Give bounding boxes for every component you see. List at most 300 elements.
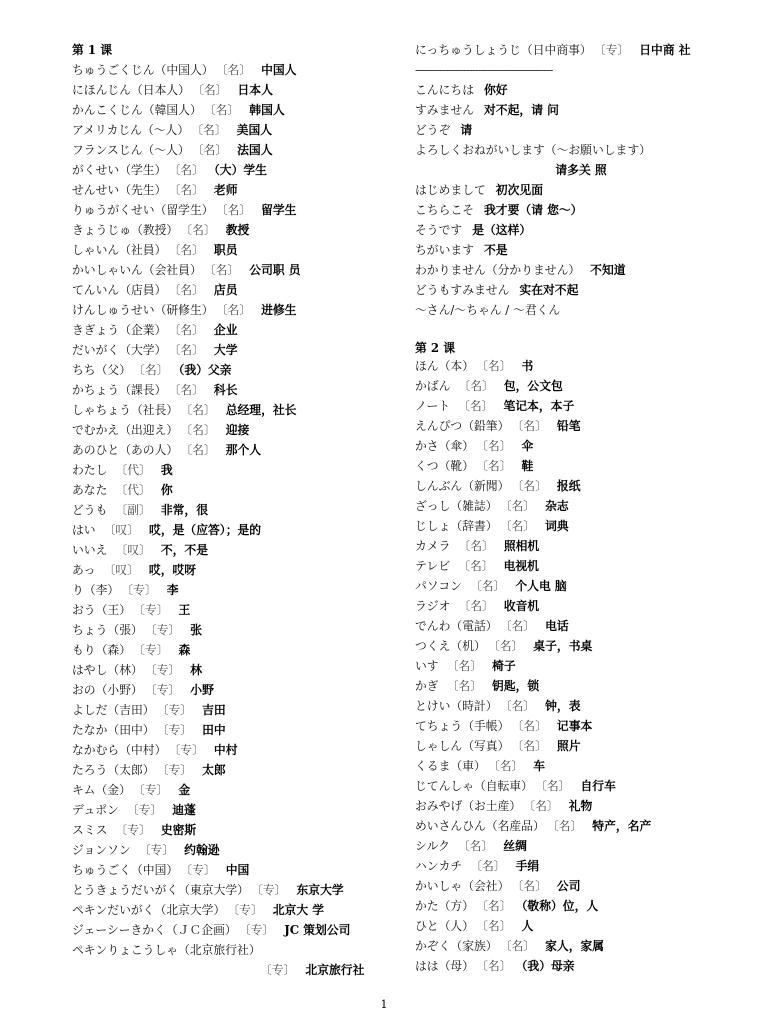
vocab-meaning: 哎，哎呀	[148, 563, 197, 577]
vocab-pos: 〔名〕	[221, 63, 252, 77]
vocab-reading: じしょ（辞書）	[415, 519, 498, 533]
vocab-meaning: 日本人	[237, 83, 273, 97]
vocab-entry	[72, 60, 397, 80]
vocab-meaning: 鞋	[521, 459, 534, 473]
vocab-pos: 〔名〕	[505, 519, 536, 533]
vocab-pos: 〔名〕	[470, 859, 506, 873]
vocab-reading: くるま（車）	[415, 759, 486, 773]
vocab-reading: いいえ	[72, 543, 108, 557]
vocab-pos: 〔名〕	[139, 363, 169, 377]
vocab-reading: せんせい（先生）	[72, 183, 167, 197]
vocab-reading: じてんしゃ（自転車）	[415, 779, 533, 793]
vocab-pos: 〔名〕	[517, 419, 547, 433]
vocab-pos: 〔名〕	[493, 639, 524, 653]
vocab-pos: 〔专〕	[138, 843, 175, 857]
vocab-reading: ほん（本）	[415, 359, 474, 373]
vocab-entry	[415, 836, 737, 856]
vocab-reading: かいしゃ（会社）	[415, 879, 510, 893]
vocab-meaning: 电话	[545, 619, 569, 633]
vocab-meaning: 不是	[484, 243, 508, 257]
vocab-reading: はやし（林）	[72, 663, 143, 677]
vocab-entry	[72, 560, 397, 580]
vocab-entry	[72, 940, 397, 960]
vocab-pos: 〔名〕	[458, 399, 494, 413]
vocab-meaning: 照相机	[503, 539, 540, 553]
vocab-entry	[72, 880, 397, 900]
vocab-pos: 〔专〕	[260, 963, 296, 977]
vocab-pos: 〔名〕	[174, 243, 204, 257]
vocab-pos: 〔名〕	[174, 163, 204, 177]
vocab-reading: かんこくじん（韓国人）	[72, 103, 202, 117]
vocab-meaning: 我才要（请 您～）	[484, 203, 583, 217]
vocab-entry	[72, 800, 397, 820]
vocab-entry	[72, 440, 397, 460]
vocab-pos: 〔名〕	[186, 403, 216, 417]
vocab-pos: 〔名〕	[517, 739, 547, 753]
vocab-reading: こちらこそ	[415, 203, 474, 217]
vocab-entry	[72, 740, 397, 760]
vocab-reading: がくせい（学生）	[72, 163, 167, 177]
vocab-entry	[72, 760, 397, 780]
vocab-entry	[72, 460, 397, 480]
vocab-pos: 〔名〕	[197, 143, 228, 157]
vocab-entry	[72, 280, 397, 300]
vocab-entry	[72, 540, 397, 560]
vocab-entry	[415, 636, 737, 656]
vocab-reading: り（李）	[72, 583, 120, 597]
vocab-reading: かぎ	[415, 679, 439, 693]
vocab-entry	[415, 120, 737, 140]
vocab-entry	[415, 280, 737, 300]
vocab-entry	[72, 360, 397, 380]
vocab-reading: パソコン	[415, 579, 462, 593]
vocab-reading: はい	[72, 523, 96, 537]
vocab-entry	[72, 320, 397, 340]
vocab-meaning: 不，不是	[160, 543, 209, 557]
vocab-pos: 〔名〕	[209, 103, 240, 117]
vocab-entry	[415, 696, 737, 716]
vocab-meaning: 照片	[556, 739, 581, 753]
vocab-meaning: 自行车	[580, 779, 616, 793]
vocab-entry	[72, 580, 397, 600]
vocab-meaning: 包，公文包	[503, 379, 563, 393]
vocab-entry	[415, 716, 737, 736]
vocab-reading: ちがいます	[415, 243, 474, 257]
vocab-pos: 〔叹〕	[103, 523, 140, 537]
vocab-entry	[72, 480, 397, 500]
vocab-meaning: 迎接	[225, 423, 250, 437]
vocab-meaning: 对不起，请 问	[484, 103, 559, 117]
vocab-reading: めいさんひん（名産品）	[415, 819, 545, 833]
vocab-pos: 〔专〕	[186, 863, 216, 877]
vocab-entry	[72, 200, 397, 220]
vocab-entry	[72, 120, 397, 140]
vocab-meaning: 李	[166, 583, 179, 597]
vocab-pos: 〔名〕	[186, 443, 216, 457]
vocab-reading: しゃしん（写真）	[415, 739, 510, 753]
vocab-meaning: 北京旅行社	[305, 963, 365, 977]
vocab-pos: 〔名〕	[540, 779, 571, 793]
vocab-meaning: 我	[160, 463, 173, 477]
vocab-reading: カメラ	[415, 539, 451, 553]
vocab-reading: どうもすみません	[415, 283, 510, 297]
vocab-pos: 〔名〕	[446, 679, 483, 693]
vocab-meaning: 东京大学	[296, 883, 344, 897]
vocab-pos: 〔名〕	[482, 439, 512, 453]
vocab-entry	[415, 776, 737, 796]
vocab-entry	[72, 720, 397, 740]
page-number: 1	[380, 998, 388, 1011]
vocab-reading: よろしくおねがいします（～お願いします）	[415, 143, 651, 157]
vocab-reading: たなか（田中）	[72, 723, 155, 737]
vocab-reading: もり（森）	[72, 643, 131, 657]
vocab-entry	[415, 896, 737, 916]
vocab-meaning: 书	[521, 359, 534, 373]
vocab-entry	[72, 700, 397, 720]
vocab-reading: はじめまして	[415, 183, 486, 197]
vocab-entry	[72, 400, 397, 420]
left-column	[72, 40, 397, 980]
vocab-pos: 〔名〕	[517, 879, 547, 893]
vocab-entry	[415, 516, 737, 536]
vocab-pos: 〔名〕	[458, 599, 494, 613]
vocab-pos: 〔名〕	[457, 839, 494, 853]
vocab-reading: すみません	[415, 103, 474, 117]
vocab-pos: 〔名〕	[186, 423, 216, 437]
vocab-pos: 〔名〕	[209, 263, 240, 277]
vocab-reading: だいがく（大学）	[72, 343, 167, 357]
vocab-pos: 〔名〕	[469, 579, 506, 593]
vocab-pos: 〔专〕	[139, 643, 169, 657]
vocab-meaning: 人	[521, 919, 534, 933]
vocab-pos: 〔专〕	[233, 903, 263, 917]
vocab-meaning: 王	[178, 603, 191, 617]
vocab-entry	[415, 576, 737, 596]
vocab-entry	[415, 260, 737, 280]
vocab-pos: 〔专〕	[599, 43, 630, 57]
vocab-meaning: 中村	[213, 743, 238, 757]
divider-dashes: ----------------------------------------------	[415, 63, 553, 77]
vocab-reading: こんにちは	[415, 83, 474, 97]
vocab-reading: アメリカじん（～人）	[72, 123, 190, 137]
vocab-meaning: 初次见面	[495, 183, 543, 197]
vocab-entry	[415, 876, 737, 896]
vocab-reading: かさ（傘）	[415, 439, 474, 453]
vocab-meaning: 北京大 学	[272, 903, 325, 917]
vocab-reading: ざっし（雑誌）	[415, 499, 498, 513]
vocab-meaning: 伞	[521, 439, 534, 453]
vocab-meaning: 韩国人	[249, 103, 285, 117]
vocab-reading: キム（金）	[72, 783, 131, 797]
vocab-meaning: 迪蓬	[172, 803, 196, 817]
vocab-reading: かいしゃいん（会社員）	[72, 263, 202, 277]
vocab-pos: 〔专〕	[150, 623, 181, 637]
vocab-entry	[415, 436, 737, 456]
vocab-reading: いす	[415, 659, 439, 673]
vocab-entry	[72, 500, 397, 520]
vocab-meaning: 店员	[213, 283, 238, 297]
vocab-pos: 〔名〕	[482, 459, 512, 473]
vocab-pos: 〔专〕	[256, 883, 287, 897]
vocab-reading: しゃちょう（社長）	[72, 403, 179, 417]
vocab-reading: おの（小野）	[72, 683, 143, 697]
vocab-entry	[72, 260, 397, 280]
vocab-reading: えんぴつ（鉛筆）	[415, 419, 510, 433]
vocab-entry	[72, 660, 397, 680]
vocab-pos: 〔名〕	[505, 699, 536, 713]
vocab-meaning: 钟，表	[545, 699, 581, 713]
vocab-meaning: 请多关 照	[555, 163, 607, 177]
vocab-entry	[72, 680, 397, 700]
vocab-pos: 〔代〕	[115, 463, 151, 477]
vocab-entry	[415, 200, 737, 220]
vocab-meaning: 小野	[190, 683, 214, 697]
vocab-pos: 〔名〕	[482, 919, 512, 933]
vocab-reading: ひと（人）	[415, 919, 474, 933]
vocab-meaning: 词典	[545, 519, 569, 533]
vocab-reading: しんぶん（新聞）	[415, 479, 510, 493]
lesson-title	[415, 320, 737, 356]
vocab-reading: ジェーシーきかく（ＪＣ企画）	[72, 923, 237, 937]
vocab-entry	[415, 916, 737, 936]
vocab-pos: 〔专〕	[150, 663, 181, 677]
vocab-meaning: 总经理，社长	[225, 403, 297, 417]
vocab-meaning: 家人，家属	[545, 939, 605, 953]
vocab-meaning: 请	[460, 123, 473, 137]
vocab-reading: シルク	[415, 839, 450, 853]
vocab-meaning: 是（这样）	[472, 223, 532, 237]
vocab-meaning: 报纸	[556, 479, 581, 493]
vocab-entry	[72, 300, 397, 320]
vocab-pos: 〔名〕	[197, 123, 227, 137]
vocab-meaning: 教授	[225, 223, 250, 237]
vocab-pos: 〔专〕	[244, 923, 275, 937]
vocab-meaning: 车	[533, 759, 546, 773]
vocab-meaning: 个人电 脑	[515, 579, 567, 593]
vocab-reading: きょうじゅ（教授）	[72, 223, 179, 237]
vocab-pos: 〔专〕	[126, 803, 163, 817]
vocab-reading: きぎょう（企業）	[72, 323, 167, 337]
vocab-meaning: 老师	[213, 183, 238, 197]
vocab-entry	[72, 820, 397, 840]
vocab-reading: つくえ（机）	[415, 639, 486, 653]
vocab-reading: ハンカチ	[415, 859, 463, 873]
vocab-meaning: 公司	[556, 879, 581, 893]
vocab-meaning: 非常，很	[160, 503, 209, 517]
vocab-meaning: 记事本	[556, 719, 593, 733]
vocab-pos: 〔名〕	[493, 759, 524, 773]
vocab-reading: くつ（靴）	[415, 459, 474, 473]
vocab-pos: 〔名〕	[458, 539, 494, 553]
vocab-meaning: 钥匙，锁	[492, 679, 540, 693]
vocab-pos: 〔代〕	[115, 483, 151, 497]
vocab-meaning: 科长	[213, 383, 238, 397]
vocab-reading: でんわ（電話）	[415, 619, 498, 633]
right-column	[415, 40, 737, 976]
vocab-reading: ちち（父）	[72, 363, 131, 377]
vocab-meaning: 进修生	[261, 303, 297, 317]
vocab-pos: 〔名〕	[197, 83, 228, 97]
vocab-meaning: 美国人	[236, 123, 273, 137]
vocab-meaning: 中国	[225, 863, 250, 877]
vocab-reading: ペキンだいがく（北京大学）	[72, 903, 226, 917]
vocab-reading: ジョンソン	[72, 843, 131, 857]
vocab-entry	[415, 220, 737, 240]
vocab-meaning: 企业	[213, 323, 238, 337]
vocab-pos: 〔名〕	[174, 183, 204, 197]
vocab-meaning: （大）学生	[213, 163, 267, 177]
vocab-pos: 〔专〕	[127, 583, 157, 597]
vocab-meaning: 史密斯	[160, 823, 197, 837]
vocab-pos: 〔专〕	[115, 823, 151, 837]
vocab-entry	[415, 376, 737, 396]
vocab-entry	[415, 676, 737, 696]
vocab-pos: 〔专〕	[138, 783, 169, 797]
vocab-meaning: 太郎	[202, 763, 226, 777]
vocab-pos: 〔名〕	[552, 819, 583, 833]
vocab-reading: ペキンりょこうしゃ（北京旅行社）	[72, 943, 261, 957]
vocab-meaning: 实在对不起	[519, 283, 579, 297]
vocab-meaning: 中国人	[261, 63, 297, 77]
vocab-meaning: 张	[190, 623, 203, 637]
vocab-meaning: 林	[190, 663, 203, 677]
vocab-meaning: 笔记本，本子	[503, 399, 575, 413]
vocab-pos: 〔叹〕	[103, 563, 139, 577]
vocab-meaning: 金	[178, 783, 191, 797]
vocab-meaning: 留学生	[261, 203, 297, 217]
vocab-pos: 〔专〕	[162, 703, 193, 717]
vocab-entry	[415, 556, 737, 576]
vocab-meaning: 那个人	[225, 443, 262, 457]
vocab-reading: あなた	[72, 483, 108, 497]
vocab-entry	[72, 520, 397, 540]
lesson-title-text: 第 1 课	[72, 43, 113, 57]
section-divider	[415, 60, 737, 80]
vocab-reading: たろう（太郎）	[72, 763, 155, 777]
vocab-reading: おう（王）	[72, 603, 131, 617]
vocab-pos: 〔专〕	[162, 763, 193, 777]
vocab-reading: どうぞ	[415, 123, 451, 137]
vocab-entry	[72, 160, 397, 180]
vocab-pos: 〔名〕	[505, 619, 536, 633]
vocab-pos: 〔名〕	[529, 799, 559, 813]
vocab-entry	[415, 616, 737, 636]
vocab-reading: あっ	[72, 563, 96, 577]
vocab-pos: 〔专〕	[162, 723, 193, 737]
vocab-meaning: 约翰逊	[184, 843, 220, 857]
vocab-entry	[72, 640, 397, 660]
vocab-entry	[415, 536, 737, 556]
vocab-pos: 〔名〕	[174, 383, 204, 397]
vocab-pos: 〔名〕	[517, 719, 547, 733]
vocab-reading: にほんじん（日本人）	[72, 83, 190, 97]
vocab-entry	[415, 140, 737, 160]
vocab-pos: 〔名〕	[458, 379, 494, 393]
vocab-reading: とうきょうだいがく（東京大学）	[72, 883, 249, 897]
vocab-pos: 〔名〕	[482, 899, 512, 913]
vocab-reading: ちゅうごくじん（中国人）	[72, 63, 214, 77]
vocab-entry	[415, 756, 737, 776]
vocab-pos: 〔名〕	[482, 959, 512, 973]
vocab-meaning: 吉田	[202, 703, 226, 717]
vocab-pos: 〔名〕	[446, 659, 483, 673]
vocab-meaning: 你	[160, 483, 173, 497]
vocab-entry	[415, 100, 737, 120]
vocab-pos: 〔叹〕	[115, 543, 151, 557]
vocab-entry	[72, 380, 397, 400]
vocab-pos: 〔名〕	[174, 343, 204, 357]
vocab-meaning: 公司职 员	[249, 263, 301, 277]
vocab-entry	[415, 956, 737, 976]
vocab-pos: 〔专〕	[139, 603, 169, 617]
vocab-entry	[72, 840, 397, 860]
vocab-reading: よしだ（吉田）	[72, 703, 155, 717]
vocab-pos: 〔名〕	[482, 359, 512, 373]
vocab-pos: 〔名〕	[221, 303, 252, 317]
vocab-entry	[415, 416, 737, 436]
vocab-continuation	[415, 160, 737, 180]
lesson-title-text: 第 2 课	[415, 341, 456, 355]
vocab-entry	[415, 180, 737, 200]
vocab-meaning: 铅笔	[556, 419, 581, 433]
vocab-meaning: 桌子，书桌	[533, 639, 593, 653]
vocab-entry	[415, 816, 737, 836]
vocab-entry	[72, 920, 397, 940]
vocab-reading: はは（母）	[415, 959, 474, 973]
vocab-reading: かちょう（課長）	[72, 383, 167, 397]
vocab-reading: てちょう（手帳）	[415, 719, 510, 733]
vocab-reading: なかむら（中村）	[72, 743, 167, 757]
vocab-reading: ちょう（張）	[72, 623, 143, 637]
vocab-entry	[72, 80, 397, 100]
vocab-entry	[415, 40, 737, 60]
vocab-meaning: 哎，是（应答）；是的	[149, 523, 262, 537]
lesson-title	[72, 40, 397, 60]
vocab-pos: 〔名〕	[174, 283, 204, 297]
vocab-reading: かぞく（家族）	[415, 939, 498, 953]
vocab-reading: わたし	[72, 463, 108, 477]
vocab-meaning: 职员	[213, 243, 238, 257]
vocab-meaning: JC 策划公司	[284, 923, 351, 937]
vocab-entry	[415, 300, 737, 320]
vocab-entry	[72, 340, 397, 360]
vocab-entry	[72, 180, 397, 200]
vocab-entry	[72, 140, 397, 160]
vocab-meaning: 收音机	[503, 599, 540, 613]
vocab-reading: けんしゅうせい（研修生）	[72, 303, 214, 317]
vocab-pos: 〔名〕	[186, 223, 216, 237]
vocab-meaning: 杂志	[545, 499, 569, 513]
vocab-meaning: （我）母亲	[521, 959, 575, 973]
vocab-entry	[72, 600, 397, 620]
vocab-meaning: 礼物	[568, 799, 593, 813]
vocab-entry	[415, 736, 737, 756]
vocab-meaning: 田中	[202, 723, 226, 737]
vocab-meaning: 你好	[484, 83, 508, 97]
vocab-meaning: 电视机	[503, 559, 539, 573]
vocab-entry	[415, 456, 737, 476]
vocab-reading: でむかえ（出迎え）	[72, 423, 179, 437]
vocab-reading: そうです	[415, 223, 463, 237]
vocab-meaning: 日中商 社	[639, 43, 691, 57]
vocab-reading: かばん	[415, 379, 451, 393]
vocab-reading: ちゅうごく（中国）	[72, 863, 179, 877]
vocab-reading: おみやげ（お土産）	[415, 799, 522, 813]
vocab-entry	[415, 476, 737, 496]
vocab-meaning: 丝绸	[503, 839, 527, 853]
vocab-meaning: 特产，名产	[592, 819, 652, 833]
vocab-pos: 〔名〕	[517, 479, 547, 493]
